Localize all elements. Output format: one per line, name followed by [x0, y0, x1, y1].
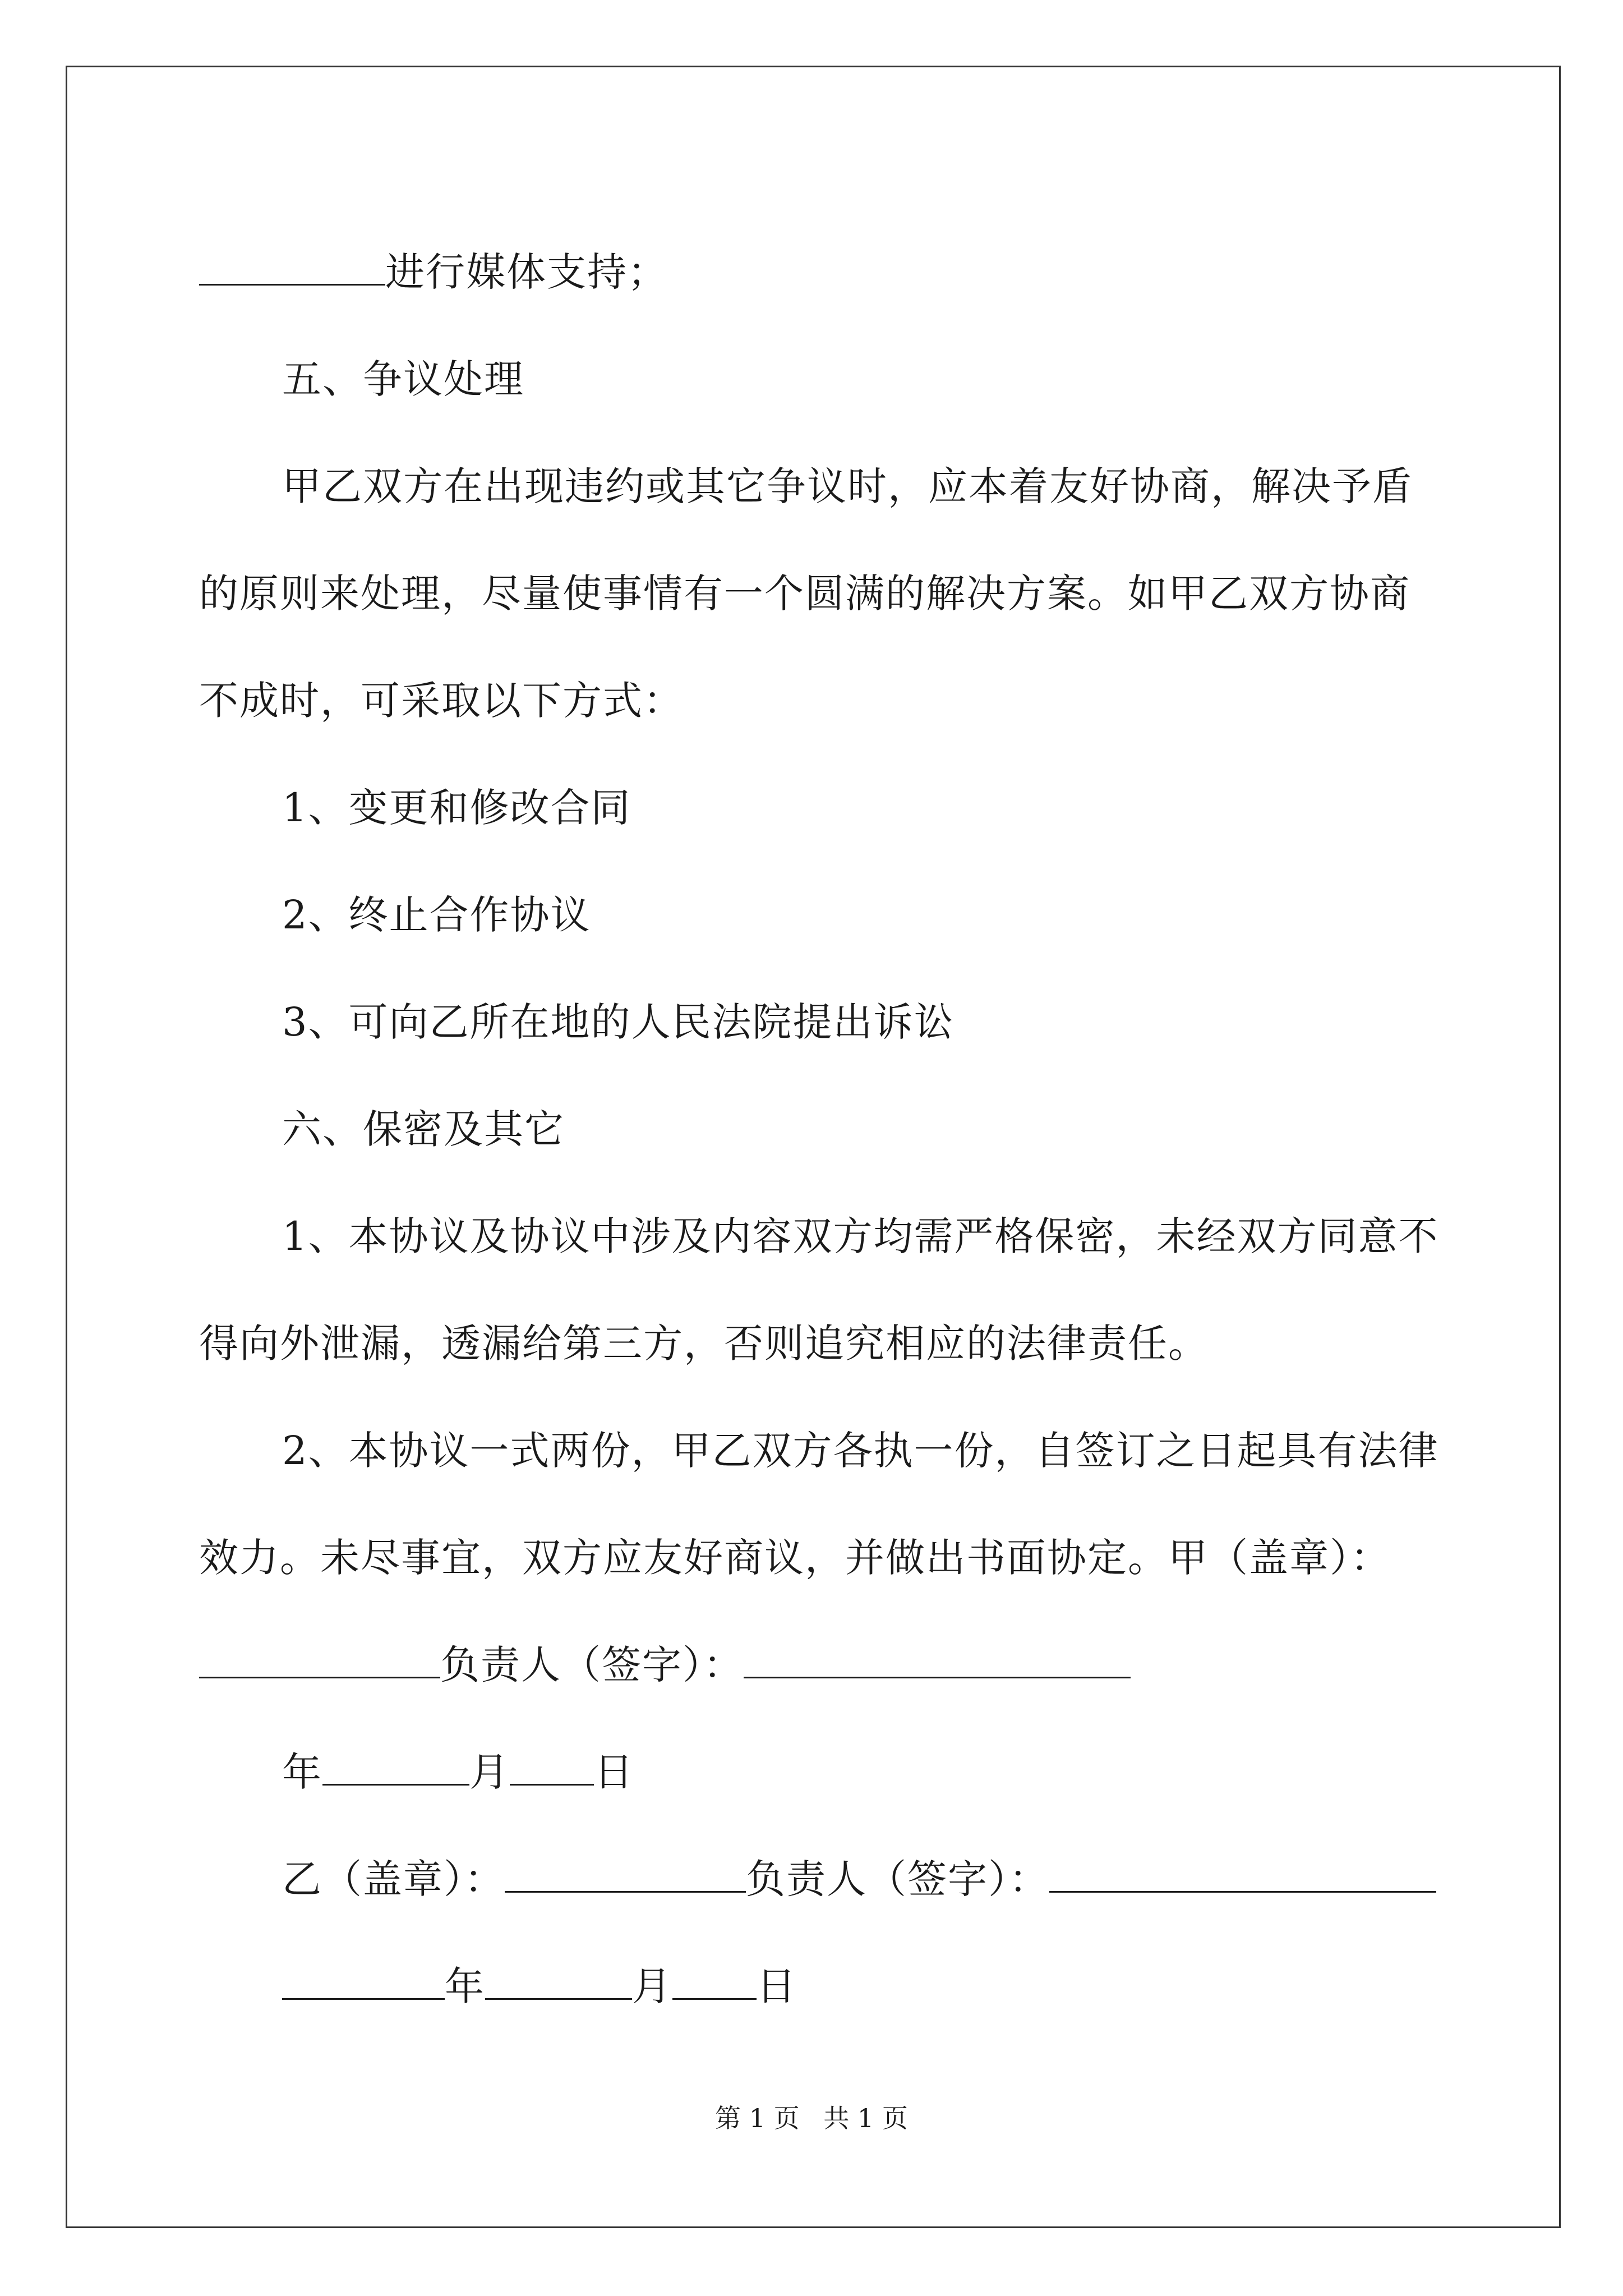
month-blank [485, 1964, 632, 2000]
party-a-signer-blank [744, 1643, 1131, 1678]
confidentiality-clause-line-1: 1、本协议及协议中涉及内容双方均需严格保密，未经双方同意不 [282, 1213, 1439, 1259]
copies-clause-line-2: 效力。未尽事宜，双方应友好商议，并做出书面协定。甲（盖章）： [199, 1535, 1391, 1581]
section-heading-confidentiality: 六、保密及其它 [282, 1106, 565, 1152]
document-body [199, 219, 1439, 2040]
party-a-date-line: 年 月 日 [282, 1749, 634, 1795]
page-total: 共 1 页 [823, 2103, 908, 2133]
party-b-signer-blank [1049, 1857, 1436, 1893]
page-number: 第 1 页 [715, 2103, 800, 2133]
party-a-seal-blank [199, 1643, 440, 1678]
dispute-option-2: 2、终止合作协议 [282, 892, 591, 938]
dispute-paragraph-line-1: 甲乙双方在出现违约或其它争议时，应本着友好协商，解决予盾 [282, 463, 1413, 509]
month-blank [322, 1750, 469, 1786]
party-a-signature-line: 负责人（签字）： [199, 1612, 1427, 1719]
confidentiality-clause-line-2: 得向外泄漏，透漏给第三方，否则追究相应的法律责任。 [199, 1320, 1209, 1366]
section-heading-dispute: 五、争议处理 [282, 356, 524, 402]
year-blank [282, 1964, 445, 2000]
party-b-signature-line: 乙（盖章）： 负责人（签字）： [199, 1826, 1427, 1933]
dispute-option-1: 1、变更和修改合同 [282, 785, 631, 831]
copies-clause-line-1: 2、本协议一式两份，甲乙双方各执一份，自签订之日起具有法律 [282, 1428, 1439, 1474]
day-blank [672, 1964, 757, 2000]
dispute-paragraph-line-3: 不成时，可采取以下方式： [199, 678, 684, 724]
page-footer [0, 2098, 1623, 2135]
party-b-date-line: 年 月 日 [199, 1933, 1427, 2040]
dispute-paragraph-line-2: 的原则来处理，尽量使事情有一个圆满的解决方案。如甲乙双方协商 [199, 570, 1410, 616]
blank-line [199, 250, 385, 286]
paragraph-media-support: 进行媒体支持； [199, 219, 1427, 326]
dispute-option-3: 3、可向乙所在地的人民法院提出诉讼 [282, 999, 955, 1045]
party-b-seal-blank [505, 1857, 746, 1893]
day-blank [510, 1750, 594, 1786]
